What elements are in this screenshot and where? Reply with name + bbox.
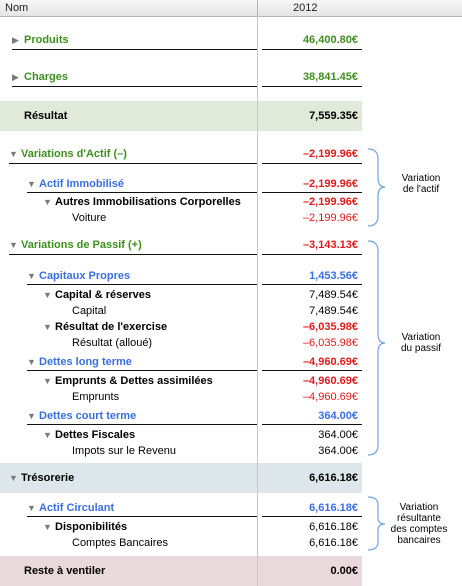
row-value: 6,616.18€ — [309, 502, 358, 514]
row-label: Disponibilités — [55, 521, 128, 533]
disclosure-expanded-icon[interactable]: ▼ — [27, 411, 36, 421]
row-actif-immobilise[interactable] — [0, 176, 362, 192]
row-label: Capital — [72, 305, 107, 317]
row-autres-immobilisations[interactable] — [0, 194, 362, 210]
row-value: –2,199.96€ — [302, 196, 358, 208]
disclosure-expanded-icon[interactable]: ▼ — [43, 522, 52, 532]
row-label: Voiture — [72, 212, 107, 224]
row-capitaux-propres[interactable] — [0, 268, 362, 284]
row-resultat-exercise[interactable] — [0, 319, 362, 335]
row-value: 7,489.54€ — [309, 289, 358, 301]
row-impots-revenu[interactable] — [0, 443, 362, 459]
annotation-tresorerie: Variation résultante des comptes bancaires — [390, 502, 448, 546]
disclosure-expanded-icon[interactable]: ▼ — [27, 179, 36, 189]
row-value: –4,960.69€ — [302, 391, 358, 403]
name-column-header[interactable]: Nom — [5, 2, 29, 14]
row-value: 38,841.45€ — [302, 71, 358, 83]
row-tresorerie[interactable] — [0, 470, 362, 486]
row-actif-circulant[interactable] — [0, 500, 362, 516]
row-value: 6,616.18€ — [309, 537, 358, 549]
row-label: Actif Immobilisé — [39, 178, 124, 190]
disclosure-expanded-icon[interactable]: ▼ — [27, 357, 36, 367]
row-produits[interactable] — [0, 32, 362, 48]
row-emprunts-dettes[interactable] — [0, 373, 362, 389]
row-label: Résultat — [24, 110, 68, 122]
row-value: 6,616.18€ — [309, 521, 358, 533]
disclosure-collapsed-icon[interactable]: ▶ — [12, 72, 19, 82]
row-charges[interactable] — [0, 69, 362, 85]
row-label: Impots sur le Revenu — [72, 445, 176, 457]
row-label: Comptes Bancaires — [72, 537, 168, 549]
bracket-actif — [368, 149, 385, 226]
row-value: 364.00€ — [318, 445, 358, 457]
row-emprunts[interactable] — [0, 389, 362, 405]
bracket-passif — [368, 241, 385, 455]
row-value: 7,559.35€ — [309, 110, 358, 122]
row-label: Reste à ventiler — [24, 565, 106, 577]
row-label: Variations de Passif (+) — [21, 239, 142, 251]
disclosure-expanded-icon[interactable]: ▼ — [43, 197, 52, 207]
annotation-passif: Variation du passif — [400, 332, 442, 354]
column-separator[interactable] — [257, 0, 258, 16]
row-capital-reserves[interactable] — [0, 287, 362, 303]
disclosure-expanded-icon[interactable]: ▼ — [27, 503, 36, 513]
row-variations-passif[interactable] — [0, 237, 362, 253]
disclosure-expanded-icon[interactable]: ▼ — [9, 149, 18, 159]
year-column-header[interactable]: 2012 — [293, 2, 318, 14]
row-value: –2,199.96€ — [302, 148, 358, 160]
disclosure-expanded-icon[interactable]: ▼ — [43, 322, 52, 332]
row-capital[interactable] — [0, 303, 362, 319]
row-value: 46,400.80€ — [302, 34, 358, 46]
row-label: Emprunts & Dettes assimilées — [55, 375, 213, 387]
row-label: Capital & réserves — [55, 289, 151, 301]
row-value: 7,489.54€ — [309, 305, 358, 317]
row-label: Dettes long terme — [39, 356, 132, 368]
disclosure-expanded-icon[interactable]: ▼ — [43, 430, 52, 440]
row-value: 364.00€ — [318, 410, 358, 422]
disclosure-collapsed-icon[interactable]: ▶ — [12, 35, 19, 45]
row-resultat[interactable] — [0, 108, 362, 124]
row-value: –4,960.69€ — [302, 375, 358, 387]
row-value: 364.00€ — [318, 429, 358, 441]
row-label: Résultat (alloué) — [72, 337, 153, 349]
row-value: 1,453.56€ — [309, 270, 358, 282]
row-value: –2,199.96€ — [302, 212, 358, 224]
row-value: 0.00€ — [330, 565, 358, 577]
row-value: –4,960.69€ — [302, 356, 358, 368]
row-reste-a-ventiler[interactable] — [0, 563, 362, 579]
row-dettes-long-terme[interactable] — [0, 354, 362, 370]
row-label: Dettes Fiscales — [55, 429, 136, 441]
disclosure-expanded-icon[interactable]: ▼ — [9, 240, 18, 250]
disclosure-expanded-icon[interactable]: ▼ — [43, 376, 52, 386]
row-label: Résultat de l'exercise — [55, 321, 168, 333]
row-value: –2,199.96€ — [302, 178, 358, 190]
annotation-brackets — [360, 0, 390, 586]
row-value: –6,035.98€ — [302, 321, 358, 333]
disclosure-expanded-icon[interactable]: ▼ — [27, 271, 36, 281]
row-variations-actif[interactable] — [0, 146, 362, 162]
annotation-actif: Variation de l'actif — [401, 173, 441, 195]
row-value: 6,616.18€ — [309, 472, 358, 484]
row-label: Produits — [24, 34, 69, 46]
row-dettes-fiscales[interactable] — [0, 427, 362, 443]
row-disponibilites[interactable] — [0, 519, 362, 535]
row-dettes-court-terme[interactable] — [0, 408, 362, 424]
row-label: Capitaux Propres — [39, 270, 131, 282]
row-voiture[interactable] — [0, 210, 362, 226]
row-label: Actif Circulant — [39, 502, 115, 514]
row-label: Autres Immobilisations Corporelles — [55, 196, 241, 208]
row-resultat-alloue[interactable] — [0, 335, 362, 351]
row-label: Charges — [24, 71, 69, 83]
row-label: Emprunts — [72, 391, 120, 403]
row-label: Trésorerie — [21, 472, 75, 484]
row-comptes-bancaires[interactable] — [0, 535, 362, 551]
row-label: Dettes court terme — [39, 410, 137, 422]
disclosure-expanded-icon[interactable]: ▼ — [43, 290, 52, 300]
row-value: –6,035.98€ — [302, 337, 358, 349]
disclosure-expanded-icon[interactable]: ▼ — [9, 473, 18, 483]
row-value: –3,143.13€ — [302, 239, 358, 251]
column-header — [0, 0, 462, 17]
row-label: Variations d'Actif (–) — [21, 148, 127, 160]
